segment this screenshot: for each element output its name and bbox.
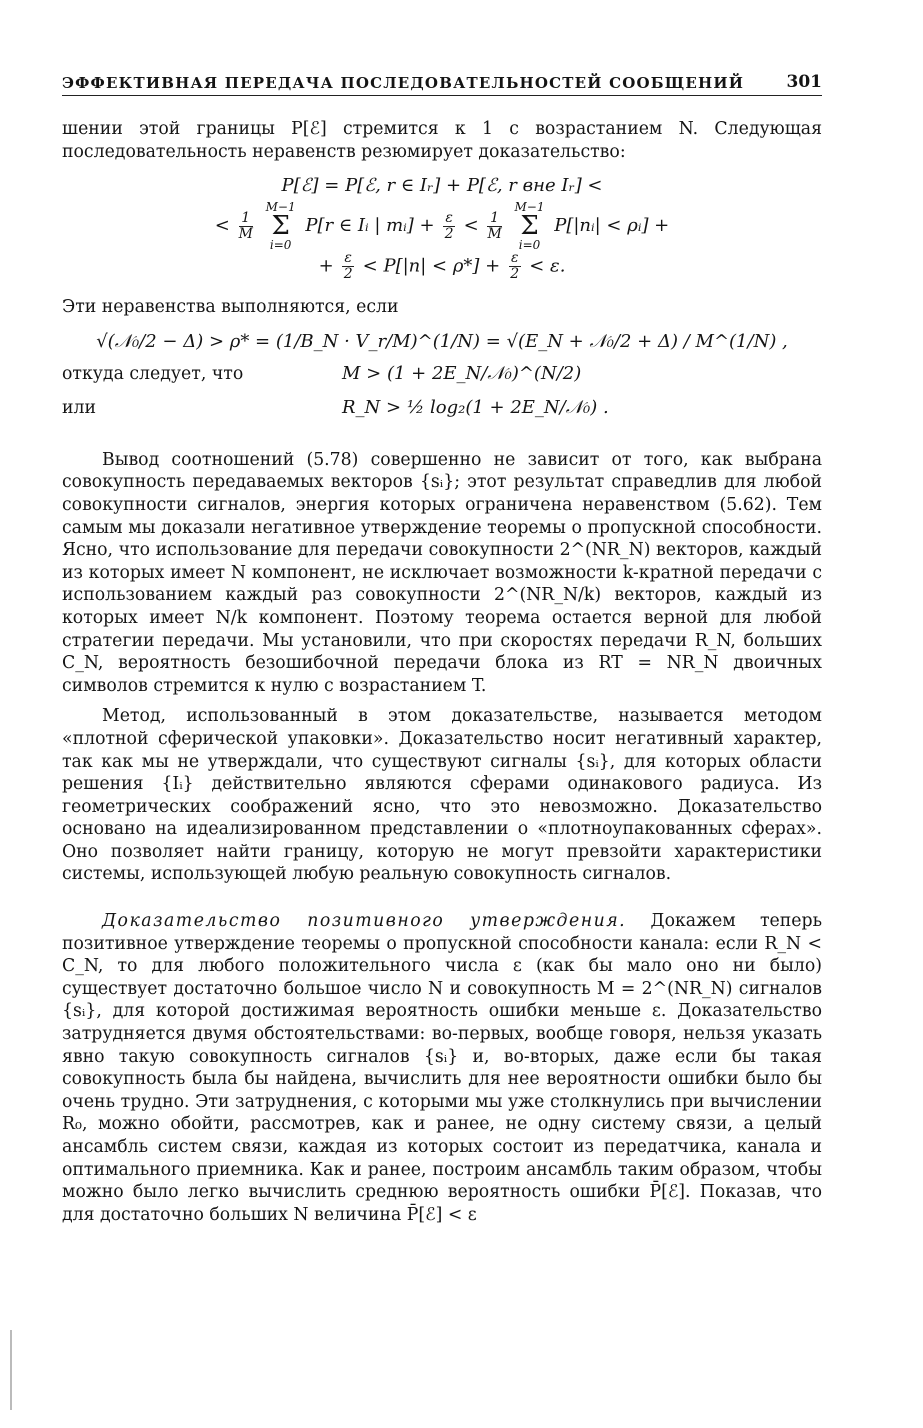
page bbox=[62, 72, 822, 1226]
page-number: 301 bbox=[786, 72, 822, 92]
paragraph-1: Вывод соотношений (5.78) совершенно не зависит от того, как выбрана совокупность передаваемых векторов {sᵢ}; этот результат справедлив для любой совокупности сигналов, энергия которых ограничена неравенством (5.62). Тем самым мы доказали негативное утверждение теоремы о пропускной способности. Ясно, что использование для передачи совокупности 2^(NR_N) векторов, каждый из которых имеет N компонент, не исключает возможности k-кратной передачи с использованием каждый раз совокупности 2^(NR_N/k) векторов, каждый из которых имеет N/k компонент. Поэтому теорема остается верной для любой стратегии передачи. Мы установили, что при скоростях передачи R_N, больших C_N, вероятность безошибочной передачи блока из RT = NR_N двоичных символов стремится к нулю с возрастанием T. bbox=[62, 449, 822, 696]
equation-3: M > (1 + 2E_N/𝒩₀)^(N/2) bbox=[342, 362, 582, 384]
intro-text: шении этой границы P[ℰ] стремится к 1 с возрастанием N. Следующая последовательность неравенств резюмирует доказательство: bbox=[62, 119, 822, 162]
running-title: ЭФФЕКТИВНАЯ ПЕРЕДАЧА ПОСЛЕДОВАТЕЛЬНОСТЕЙ СООБЩЕНИЙ bbox=[62, 74, 745, 92]
or-label: или bbox=[62, 397, 97, 418]
fraction: $\frac{1}{M}$ bbox=[238, 209, 253, 242]
fraction: $\frac{\varepsilon}{2}$ bbox=[343, 250, 353, 283]
fraction: $\frac{1}{M}$ bbox=[487, 209, 502, 242]
paragraph-3: Доказательство позитивного утверждения. Докажем теперь позитивное утверждение теоремы о пропускной способности канала: если R_N < C_N, то для любого положительного числа ε (как бы мало оно ни было) существует достаточно большое число N и совокупность M = 2^(NR_N) сигналов {sᵢ}, для которой достижимая вероятность ошибки меньше ε. Доказательство затрудняется двумя обстоятельствами: во-первых, вообще говоря, нельзя указать явно такую совокупность сигналов {sᵢ} и, во-вторых, даже если бы такая совокупность была бы найдена, вычислить для нее вероятности ошибки было бы очень трудно. Эти затруднения, с которыми мы уже столкнулись при вычислении R₀, можно обойти, рассмотрев, как и ранее, не одну систему связи, а целый ансамбль систем связи, каждая из которых состоит из передатчика, канала и оптимального приемника. Как и ранее, построим ансамбль таким образом, чтобы можно было легко вычислить среднюю вероятность ошибки P̄[ℰ]. Показав, что для достаточно больших N величина P̄[ℰ] < ε bbox=[62, 911, 823, 1225]
equation-2: √(𝒩₀/2 − Δ) > ρ* = (1/B_N · V_r/M)^(1/N) = √(E_N + 𝒩₀/2 + Δ) / M^(1/N) , bbox=[96, 330, 788, 352]
paragraph-2: Метод, использованный в этом доказательстве, называется методом «плотной сферической упаковки». Доказательство носит негативный характер, так как мы не утверждали, что существуют сигналы {sᵢ}, для которых области решения {Iᵢ} действительно являются сферами одинакового радиуса. Из геометрических соображений ясно, что это невозможно. Доказательство основано на идеализированном представлении о «плотноупакованных сферах». Оно позволяет найти границу, которую не могут превзойти характеристики системы, использующей любую реальную совокупность сигналов. bbox=[62, 706, 822, 885]
fraction: $\frac{\varepsilon}{2}$ bbox=[444, 209, 454, 242]
running-header bbox=[62, 72, 822, 96]
fraction: $\frac{\varepsilon}{2}$ bbox=[510, 250, 520, 283]
follows-label: откуда следует, что bbox=[62, 363, 244, 384]
equation-1-line-3: + $\frac{\varepsilon}{2}$ < P[|n| < ρ*] + $\frac{\varepsilon}{2}$ < ε. bbox=[318, 250, 566, 283]
section-heading: Доказательство позитивного утверждения. bbox=[102, 911, 627, 932]
condition-intro: Эти неравенства выполняются, если bbox=[62, 297, 399, 318]
equation-1-line-2: < $\frac{1}{M}$ M−1 Σ i=0 P[r ∈ Iᵢ | mᵢ] + $\frac{\varepsilon}{2}$ < $\frac{1}{M}$ M−1 Σ i=0 P[|nᵢ| < ρᵢ] + bbox=[214, 200, 670, 253]
equation-4: R_N > ½ log₂(1 + 2E_N/𝒩₀) . bbox=[342, 396, 609, 418]
sum-symbol: M−1 Σ i=0 bbox=[514, 200, 545, 253]
equation-3-row bbox=[62, 357, 822, 391]
equation-1-line-1: P[ℰ] = P[ℰ, r ∈ Iᵣ] + P[ℰ, r вне Iᵣ] < bbox=[281, 175, 603, 197]
equation-4-row bbox=[62, 391, 822, 425]
sum-symbol: M−1 Σ i=0 bbox=[265, 200, 296, 253]
margin-mark bbox=[10, 1330, 12, 1410]
